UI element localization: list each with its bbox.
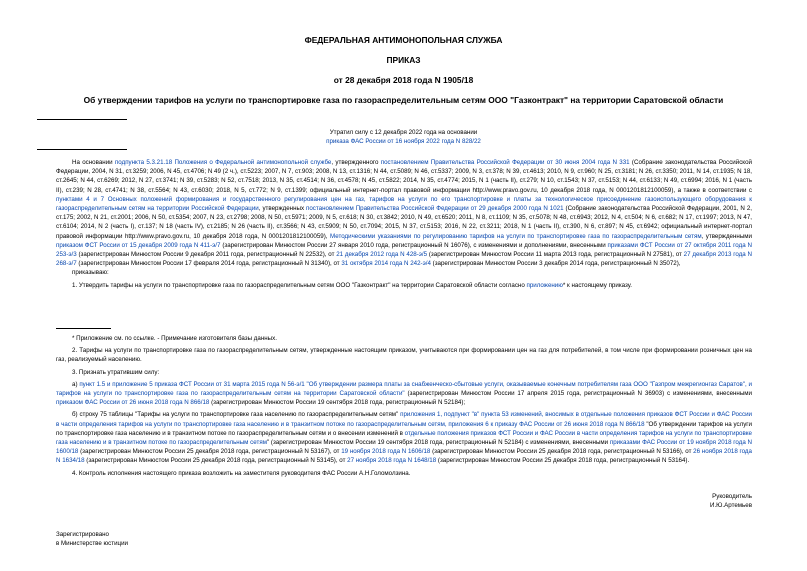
fst-order-411-link[interactable]: приказом ФСТ России от 15 декабря 2009 года N 411-э/7 — [56, 241, 221, 249]
signature-block — [710, 492, 752, 510]
item-3b — [56, 410, 752, 465]
preamble-text: (Собрание законодательства Российской Федерации, 2001, N 2, ст.175; 2002, N 21, ст.2001; 2006, N 50, ст.5354; 2007, N 23, ст.2798; 2008, N 50, ст.5971; 2009, N 5, ст.618; N 30, ст.3842; 2010, N 49, ст.6520; 2011, N 8, ст.1109; N 35, ст.5078; N 48, ст.6943; 2012, N 4, ст.504; N 6, ст.682; N 17, ст.1997; 2013, N 47, ст.6104; 2014, N 2 (часть I), ст.137; N 18 (часть IV), ст.2185; N 26 (часть II), ст.3566; N 43, ст.5909; N 50, ст.7094; 2015, N 37, ст.5153; 2016, N 22, ст.3211; 2018, N 1 (часть II), ст.390, N 6, ст.897; N 45, ст.6942; официальный интернет-портал правовой информации http://www.pravo.gov.ru, 10 декабря 2018 года, N 0001201812100059), — [56, 205, 752, 240]
signatory-name: И.Ю.Артемьев — [710, 502, 752, 509]
item-3b-prefix: б) строку 75 таблицы "Тарифы на услуги по транспортировке газа населению по газораспределительным сетям" — [72, 411, 401, 419]
fst-order-56-link[interactable]: пункт 1.5 и приложение 5 приказа ФСТ России от 31 марта 2015 года N 56-э/1 "Об утверждении размера платы за снабженческо-сбытовые услуги, оказываемые конечным потребителям газа ООО "Газпром межрегионгаз Саратов", и тарифов на услуги по транспортировке газа по газораспределительным сетям на территории Саратовской области" — [56, 380, 752, 398]
footnote: * Приложение см. по ссылке. - Примечание изготовителя базы данных. — [72, 335, 277, 342]
item-3b-text: "Об утверждении тарифов на услуги по транспортировке газа населению и в транзитном потоке по газораспределительным сетям и о внесении изменений в — [56, 420, 752, 437]
body-items — [56, 334, 752, 478]
fas-order-1648-link[interactable]: 27 ноября 2018 года N 1648/18 — [347, 457, 437, 465]
fas-order-1634-link[interactable]: 26 ноября 2018 года N 1634/18 — [56, 448, 752, 465]
preamble-text: (зарегистрирован Минюстом России 27 января 2010 года, регистрационный N 16076), с изменениями и дополнениями, внесенными — [220, 241, 608, 249]
signatory-role: Руководитель — [712, 493, 752, 500]
item-3a-prefix: а) — [72, 380, 80, 388]
fst-order-428-link[interactable]: 21 декабря 2012 года N 428-э/5 — [336, 251, 428, 259]
item-3b-text: (зарегистрирован Минюстом России 25 декабря 2018 года, регистрационный N 53166), от — [430, 448, 694, 456]
preamble-text: (зарегистрирован Минюстом России 9 декабря 2011 года, регистрационный N 22532), от — [76, 251, 337, 259]
amendments-link[interactable]: отдельные положения приказов ФСТ России и ФАС России в части определения тарифов на услуги по транспортировке газа населению и в транзитном потоке по газораспределительным сетям — [56, 429, 752, 447]
item-3a-text: (зарегистрирован Минюстом России 19 сентября 2018 года, регистрационный N 52184); — [209, 399, 466, 407]
fas-order-1600-link[interactable]: приказами ФАС России от 19 ноября 2018 года N 1600/18 — [56, 439, 752, 456]
divider — [37, 119, 127, 120]
preamble-text: На основании — [72, 159, 115, 166]
registration-line-1: Зарегистрировано — [56, 531, 109, 538]
item-3b-text: " (зарегистрирован Минюстом России 19 сентября 2018 года, регистрационный N 52184) с изменениями, внесенными — [266, 439, 610, 447]
item-2: 2. Тарифы на услуги по транспортировке газа по газораспределительным сетям, утвержденные настоящим приказом, учитываются при формировании цен на газ для потребителей, в том числе при формировании розничных цен на газ, реализуемый населению. — [56, 347, 752, 364]
regulation-link[interactable]: подпункта 5.3.21.18 Положения о Федеральной антимонопольной службе — [114, 159, 332, 166]
fst-order-253-link[interactable]: приказами ФСТ России от 27 октября 2011 года N 253-э/3 — [56, 241, 752, 259]
item-3: 3. Признать утратившим силу: — [72, 368, 160, 376]
status-line: Утратил силу с 12 декабря 2022 года на основании — [329, 129, 478, 136]
appendix-link[interactable]: приложению — [526, 281, 563, 289]
preamble-text: (зарегистрирован Минюстом России 3 декабря 2014 года, регистрационный N 35072), — [430, 260, 681, 268]
fst-order-268-link[interactable]: 27 декабря 2013 года N 268-э/7 — [56, 251, 753, 268]
item-3b-text: (зарегистрирован Минюстом России 25 декабря 2018 года, регистрационный N 53164). — [436, 457, 690, 465]
preamble-text: (Собрание законодательства Российской Федерации, 2004, N 31, ст.3259; 2006, N 45, ст.4706; N 49 (2 ч.), ст.5223; 2007, N 7, ст.903; 2008, N 13, ст.1316; N 44, ст.5089; N 46, ст.5337; 2009, N 3, ст.378; N 39, ст.4613; 2010, N 9, ст.960; N 25, ст.3181; N 26, ст.3350; 2011, N 14, ст.1935; N 18, ст.2645; N 44, ст.6269; 2012, N 27, ст.3741; N 39, ст.5283; N 52, ст.7518; 2013, N 35, ст.4514; N 36, ст.4578; N 45, ст.5822; 2014, N 35, ст.4774; 2015, N 1 (часть II), ст.279; N 10, ст.1543; N 37, ст.5153; N 44, ст.6133; N 49, ст.6994; 2016, N 1 (часть II), ст.239; N 28, ст.4741; N 38, ст.5564; N 43, ст.6030; 2018, N 5, ст.772; N 9, ст.1399; официальный интернет-портал правовой информации http://www.pravo.gov.ru, 10 декабря 2018 года, N 0001201812100059), а также в соответствии с — [56, 159, 752, 194]
preamble-text: , утвержденного — [331, 159, 381, 166]
divider — [37, 149, 127, 150]
doc-title: Об утверждении тарифов на услуги по транспортировке газа по газораспределительным сетям ООО "Газконтракт" на территории Саратовской области — [83, 95, 724, 105]
preamble-text: , утвержденных — [258, 205, 307, 213]
agency-name: ФЕДЕРАЛЬНАЯ АНТИМОНОПОЛЬНАЯ СЛУЖБА — [304, 35, 503, 45]
preamble-text: (зарегистрирован Минюстом России 11 марта 2013 года, регистрационный N 27581), от — [427, 251, 684, 259]
item-1-text: 1. Утвердить тарифы на услуги по транспортировке газа по газораспределительным сетям ООО "Газконтракт" на территории Саратовской области согласно — [72, 281, 527, 289]
item-3a-text: (зарегистрирован Минюстом России 17 апреля 2015 года, регистрационный N 36903) с изменениями, внесенными — [404, 390, 753, 398]
government-decree-331-link[interactable]: постановлением Правительства Российской Федерации от 30 июня 2004 года N 331 — [380, 159, 630, 166]
registration-block — [56, 530, 128, 548]
fst-order-242-link[interactable]: 31 октября 2014 года N 242-э/4 — [341, 260, 431, 268]
order-word: приказываю: — [72, 269, 109, 277]
methodical-guidelines-link[interactable]: Методическими указаниями по регулированию тарифов на услуги по транспортировке газа по газораспределительным сетям — [329, 232, 702, 240]
doc-date-number: от 28 декабря 2018 года N 1905/18 — [333, 75, 474, 85]
basic-provisions-link[interactable]: пунктами 4 и 7 Основных положений формирования и государственного регулирования цен на газ, тарифов на услуги по его транспортировке и платы за технологическое присоединение газоиспользующего оборудования к газораспределительным сетям на территории Российской Федерации — [56, 195, 752, 213]
item-4: 4. Контроль исполнения настоящего приказа возложить на заместителя руководителя ФАС России А.Н.Голомолзина. — [72, 469, 411, 477]
preamble — [56, 158, 752, 290]
government-decree-1021-link[interactable]: постановлением Правительства Российской Федерации от 29 декабря 2000 года N 1021 — [306, 205, 564, 213]
doc-type: ПРИКАЗ — [386, 55, 421, 65]
item-3b-text: (зарегистрирован Минюстом России 25 декабря 2018 года, регистрационный N 53167), от — [78, 448, 342, 456]
item-3a — [56, 380, 752, 408]
preamble-text: (зарегистрирован Минюстом России 17 февраля 2014 года, регистрационный N 31340), от — [76, 260, 342, 268]
item-1 — [56, 281, 752, 290]
footnote-divider — [56, 328, 111, 329]
preamble-text: , утвержденными — [701, 232, 752, 240]
fas-order-866-link[interactable]: приказом ФАС России от 26 июня 2018 года N 866/18 — [56, 399, 210, 407]
appendix-1-link[interactable]: приложения 1, подпункт "в" пункта 53 изменений, вносимых в отдельные положения приказов ФСТ России и ФАС России в части определения тарифов на услуги по транспортировке газа населению и в транзитном потоке по газораспределительным сетям, приложения 6 к приказу ФАС России от 26 июня 2018 года N 866/18 — [56, 411, 752, 428]
registration-line-2: в Министерстве юстиции — [56, 540, 129, 547]
item-3b-text: (зарегистрирован Минюстом России 25 декабря 2018 года, регистрационный N 53145), от — [84, 457, 348, 465]
status-link-row — [0, 138, 807, 146]
item-1-tail: * к настоящему приказу. — [562, 281, 632, 289]
fas-order-1606-link[interactable]: 19 ноября 2018 года N 1606/18 — [341, 448, 431, 456]
repeal-order-link[interactable]: приказа ФАС России от 16 ноября 2022 года N 828/22 — [326, 138, 481, 145]
